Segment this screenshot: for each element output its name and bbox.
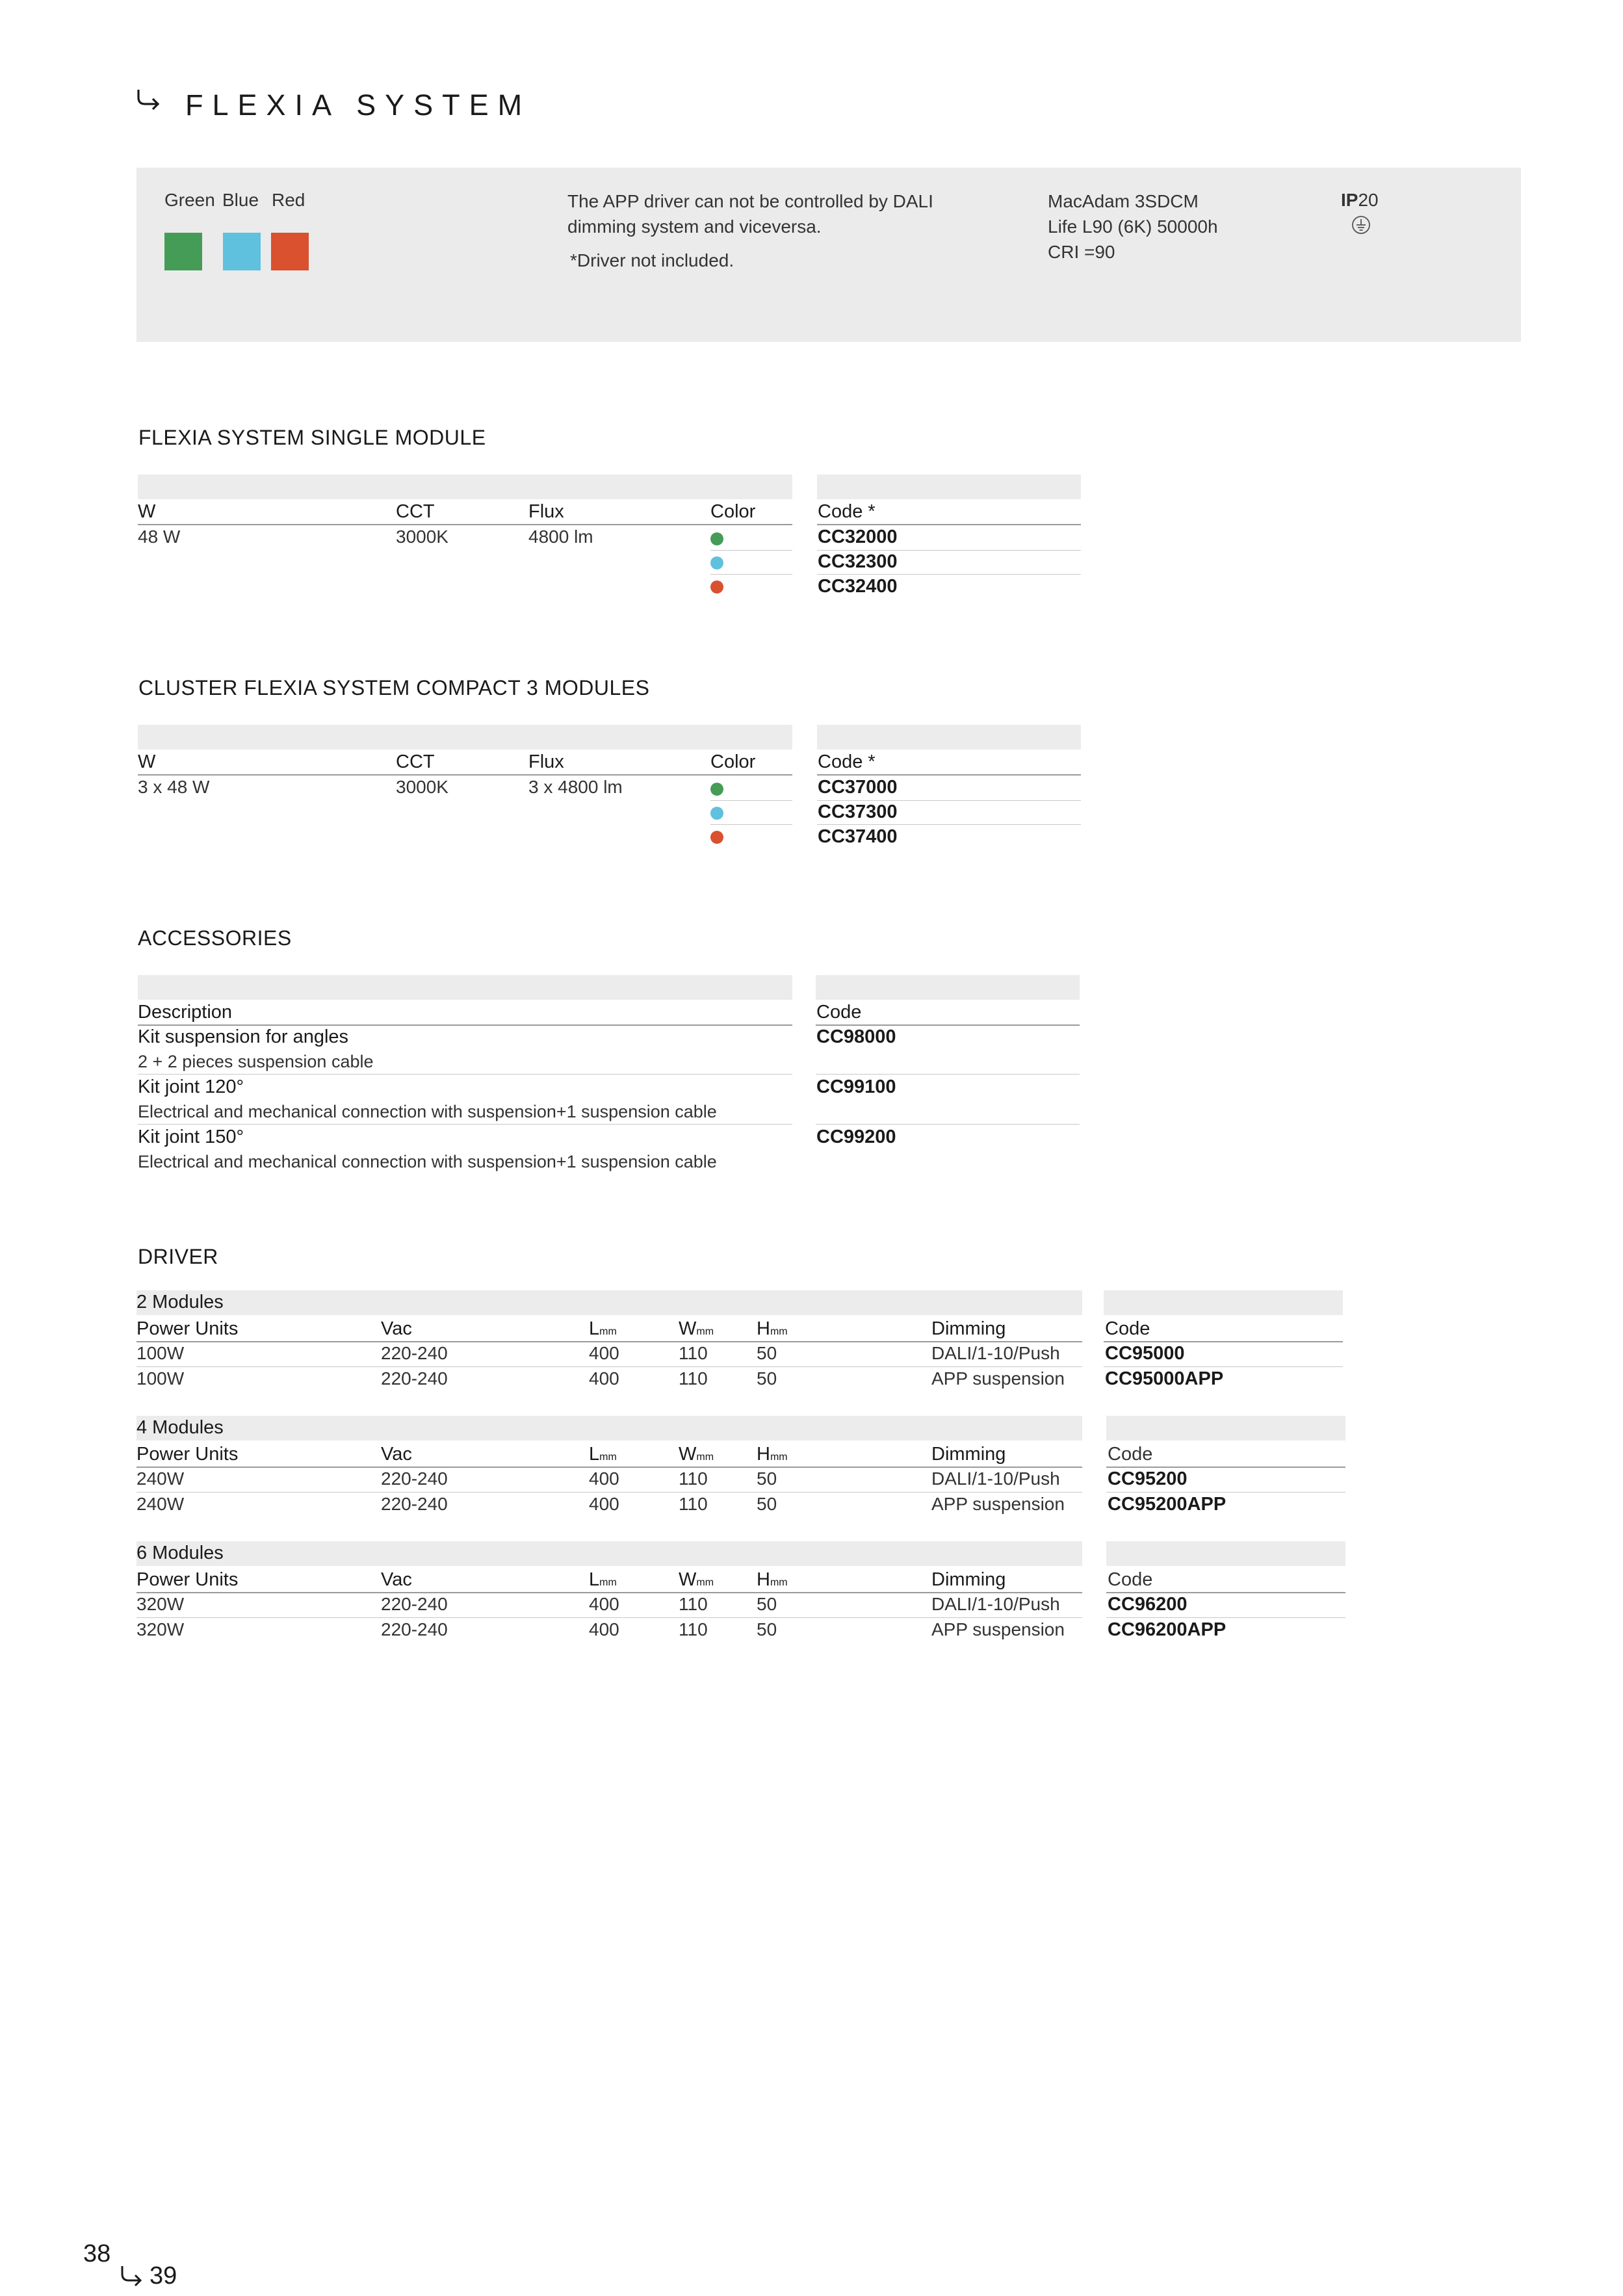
color-dot-blue bbox=[710, 556, 723, 569]
divider bbox=[1106, 1617, 1345, 1618]
divider bbox=[136, 1492, 1082, 1493]
cell-dimming: DALI/1-10/Push bbox=[931, 1468, 1060, 1489]
accessory-name: Kit joint 150° bbox=[138, 1127, 244, 1147]
driver-note-line-1: The APP driver can not be controlled by DALI bbox=[567, 191, 933, 211]
product-code: CC95000 bbox=[1105, 1343, 1185, 1364]
page-number-left: 38 bbox=[83, 2240, 111, 2267]
divider bbox=[710, 824, 792, 825]
col-header-vac: Vac bbox=[381, 1569, 412, 1590]
col-header-l: Lmm bbox=[589, 1569, 617, 1590]
product-code: CC32400 bbox=[818, 576, 898, 597]
col-header-color: Color bbox=[710, 751, 756, 772]
swatch-red bbox=[271, 233, 309, 270]
cell-flux: 4800 lm bbox=[528, 527, 593, 547]
color-label-red: Red bbox=[272, 190, 305, 210]
color-label-blue: Blue bbox=[222, 190, 259, 210]
cell-l: 400 bbox=[589, 1619, 619, 1639]
divider bbox=[816, 1124, 1080, 1125]
col-header-h: Hmm bbox=[757, 1318, 788, 1339]
cell-cct: 3000K bbox=[396, 777, 448, 797]
divider bbox=[710, 550, 792, 551]
cell-dimming: APP suspension bbox=[931, 1494, 1065, 1514]
accessory-detail: Electrical and mechanical connection with suspension+1 suspension cable bbox=[138, 1102, 717, 1121]
cell-h: 50 bbox=[757, 1594, 777, 1614]
color-dot-green bbox=[710, 532, 723, 545]
code-header-bar bbox=[1106, 1416, 1345, 1441]
cell-vac: 220-240 bbox=[381, 1368, 448, 1389]
color-dot-green bbox=[710, 783, 723, 796]
divider bbox=[1106, 1467, 1345, 1468]
col-header-flux: Flux bbox=[528, 501, 564, 522]
section-title-cluster: CLUSTER FLEXIA SYSTEM COMPACT 3 MODULES bbox=[138, 676, 650, 699]
divider bbox=[136, 1617, 1082, 1618]
color-dot-red bbox=[710, 581, 723, 594]
cell-power: 240W bbox=[136, 1494, 185, 1514]
divider bbox=[1104, 1366, 1343, 1367]
color-dot-blue bbox=[710, 807, 723, 820]
return-arrow-icon bbox=[133, 86, 162, 112]
cell-l: 400 bbox=[589, 1594, 619, 1614]
cell-power: 100W bbox=[136, 1368, 185, 1389]
col-header-code: Code bbox=[1108, 1444, 1153, 1465]
cell-cct: 3000K bbox=[396, 527, 448, 547]
cell-flux: 3 x 4800 lm bbox=[528, 777, 623, 797]
color-dot-red bbox=[710, 831, 723, 844]
product-code: CC99200 bbox=[816, 1127, 896, 1147]
divider bbox=[136, 1366, 1082, 1367]
product-code: CC95000APP bbox=[1105, 1368, 1224, 1389]
col-header-l: Lmm bbox=[589, 1444, 617, 1465]
page-title: FLEXIA SYSTEM bbox=[185, 88, 532, 122]
ip-rating: IP20 bbox=[1341, 190, 1379, 210]
col-header-code: Code * bbox=[818, 501, 876, 522]
col-header-vac: Vac bbox=[381, 1444, 412, 1465]
earth-ground-icon bbox=[1351, 215, 1371, 235]
cell-dimming: APP suspension bbox=[931, 1368, 1065, 1389]
cell-h: 50 bbox=[757, 1368, 777, 1389]
divider bbox=[816, 1074, 1080, 1075]
divider bbox=[710, 574, 792, 575]
divider bbox=[817, 774, 1081, 776]
group-label: 4 Modules bbox=[136, 1417, 224, 1438]
col-header-power: Power Units bbox=[136, 1444, 239, 1465]
product-code: CC99100 bbox=[816, 1076, 896, 1097]
col-header-cct: CCT bbox=[396, 751, 435, 772]
cell-w: 110 bbox=[679, 1494, 708, 1514]
cell-l: 400 bbox=[589, 1343, 619, 1363]
accessory-detail: Electrical and mechanical connection with suspension+1 suspension cable bbox=[138, 1152, 717, 1171]
cell-h: 50 bbox=[757, 1468, 777, 1489]
divider bbox=[136, 1467, 1082, 1468]
code-header-bar bbox=[816, 975, 1080, 1000]
section-title-accessories: ACCESSORIES bbox=[138, 926, 292, 950]
col-header-code: Code bbox=[816, 1002, 862, 1023]
driver-not-included: *Driver not included. bbox=[570, 250, 734, 270]
divider bbox=[817, 574, 1081, 575]
cell-h: 50 bbox=[757, 1343, 777, 1363]
color-label-green: Green bbox=[164, 190, 215, 210]
col-header-flux: Flux bbox=[528, 751, 564, 772]
divider bbox=[136, 1592, 1082, 1593]
product-code: CC95200 bbox=[1108, 1468, 1188, 1489]
return-arrow-icon bbox=[118, 2263, 144, 2288]
col-header-l: Lmm bbox=[589, 1318, 617, 1339]
code-header-bar bbox=[1104, 1290, 1343, 1315]
divider bbox=[138, 1024, 792, 1026]
cell-vac: 220-240 bbox=[381, 1343, 448, 1363]
col-header-code: Code * bbox=[818, 751, 876, 772]
col-header-dimming: Dimming bbox=[931, 1444, 1006, 1465]
cell-w: 110 bbox=[679, 1619, 708, 1639]
spec-cri: CRI =90 bbox=[1048, 242, 1115, 262]
cell-dimming: DALI/1-10/Push bbox=[931, 1343, 1060, 1363]
divider bbox=[138, 774, 792, 776]
cell-w: 110 bbox=[679, 1343, 708, 1363]
product-code: CC37000 bbox=[818, 777, 898, 798]
col-header-w: W bbox=[138, 501, 156, 522]
divider bbox=[138, 1124, 792, 1125]
divider bbox=[817, 800, 1081, 801]
col-header-w: Wmm bbox=[679, 1444, 714, 1465]
cell-power: 320W bbox=[136, 1619, 185, 1639]
cell-vac: 220-240 bbox=[381, 1494, 448, 1514]
col-header-dimming: Dimming bbox=[931, 1569, 1006, 1590]
divider bbox=[138, 1074, 792, 1075]
divider bbox=[1106, 1592, 1345, 1593]
col-header-code: Code bbox=[1105, 1318, 1150, 1339]
product-code: CC32000 bbox=[818, 527, 898, 547]
table-header-bar bbox=[138, 975, 792, 1000]
cell-w: 110 bbox=[679, 1594, 708, 1614]
product-code: CC37400 bbox=[818, 826, 898, 847]
cell-vac: 220-240 bbox=[381, 1468, 448, 1489]
cell-power: 320W bbox=[136, 1594, 185, 1614]
cell-vac: 220-240 bbox=[381, 1619, 448, 1639]
code-header-bar bbox=[817, 475, 1081, 499]
cell-dimming: DALI/1-10/Push bbox=[931, 1594, 1060, 1614]
spec-macadam: MacAdam 3SDCM bbox=[1048, 191, 1199, 211]
col-header-w: W bbox=[138, 751, 156, 772]
divider bbox=[817, 524, 1081, 525]
col-header-code: Code bbox=[1108, 1569, 1153, 1590]
col-header-description: Description bbox=[138, 1002, 233, 1023]
col-header-vac: Vac bbox=[381, 1318, 412, 1339]
cell-h: 50 bbox=[757, 1619, 777, 1639]
accessory-detail: 2 + 2 pieces suspension cable bbox=[138, 1052, 374, 1071]
col-header-color: Color bbox=[710, 501, 756, 522]
cell-l: 400 bbox=[589, 1494, 619, 1514]
driver-note-line-2: dimming system and viceversa. bbox=[567, 216, 822, 237]
divider bbox=[816, 1024, 1080, 1026]
divider bbox=[1106, 1492, 1345, 1493]
group-header-bar bbox=[136, 1416, 1082, 1441]
swatch-blue bbox=[223, 233, 261, 270]
group-label: 6 Modules bbox=[136, 1543, 224, 1563]
group-label: 2 Modules bbox=[136, 1292, 224, 1312]
product-code: CC96200APP bbox=[1108, 1619, 1227, 1640]
cell-w: 110 bbox=[679, 1368, 708, 1389]
product-code: CC95200APP bbox=[1108, 1494, 1227, 1515]
product-code: CC37300 bbox=[818, 802, 898, 822]
product-code: CC32300 bbox=[818, 551, 898, 572]
section-title-driver: DRIVER bbox=[138, 1245, 218, 1268]
accessory-name: Kit joint 120° bbox=[138, 1076, 244, 1097]
cell-dimming: APP suspension bbox=[931, 1619, 1065, 1639]
cell-vac: 220-240 bbox=[381, 1594, 448, 1614]
divider bbox=[817, 550, 1081, 551]
swatch-green bbox=[164, 233, 202, 270]
col-header-power: Power Units bbox=[136, 1569, 239, 1590]
col-header-h: Hmm bbox=[757, 1569, 788, 1590]
col-header-dimming: Dimming bbox=[931, 1318, 1006, 1339]
col-header-w: Wmm bbox=[679, 1569, 714, 1590]
table-header-bar bbox=[138, 725, 792, 750]
divider bbox=[138, 524, 792, 525]
code-header-bar bbox=[1106, 1541, 1345, 1566]
spec-life: Life L90 (6K) 50000h bbox=[1048, 216, 1218, 237]
group-header-bar bbox=[136, 1541, 1082, 1566]
divider bbox=[136, 1341, 1082, 1342]
cell-w: 3 x 48 W bbox=[138, 777, 210, 797]
col-header-power: Power Units bbox=[136, 1318, 239, 1339]
page-number-right: 39 bbox=[149, 2262, 177, 2289]
col-header-h: Hmm bbox=[757, 1444, 788, 1465]
divider bbox=[1104, 1341, 1343, 1342]
cell-l: 400 bbox=[589, 1468, 619, 1489]
product-code: CC96200 bbox=[1108, 1594, 1188, 1615]
divider bbox=[710, 800, 792, 801]
divider bbox=[817, 824, 1081, 825]
cell-h: 50 bbox=[757, 1494, 777, 1514]
cell-w: 48 W bbox=[138, 527, 181, 547]
group-header-bar bbox=[136, 1290, 1082, 1315]
code-header-bar bbox=[817, 725, 1081, 750]
table-header-bar bbox=[138, 475, 792, 499]
cell-w: 110 bbox=[679, 1468, 708, 1489]
col-header-w: Wmm bbox=[679, 1318, 714, 1339]
section-title-single-module: FLEXIA SYSTEM SINGLE MODULE bbox=[138, 426, 486, 449]
accessory-name: Kit suspension for angles bbox=[138, 1026, 349, 1047]
col-header-cct: CCT bbox=[396, 501, 435, 522]
cell-power: 240W bbox=[136, 1468, 185, 1489]
product-code: CC98000 bbox=[816, 1026, 896, 1047]
cell-l: 400 bbox=[589, 1368, 619, 1389]
cell-power: 100W bbox=[136, 1343, 185, 1363]
